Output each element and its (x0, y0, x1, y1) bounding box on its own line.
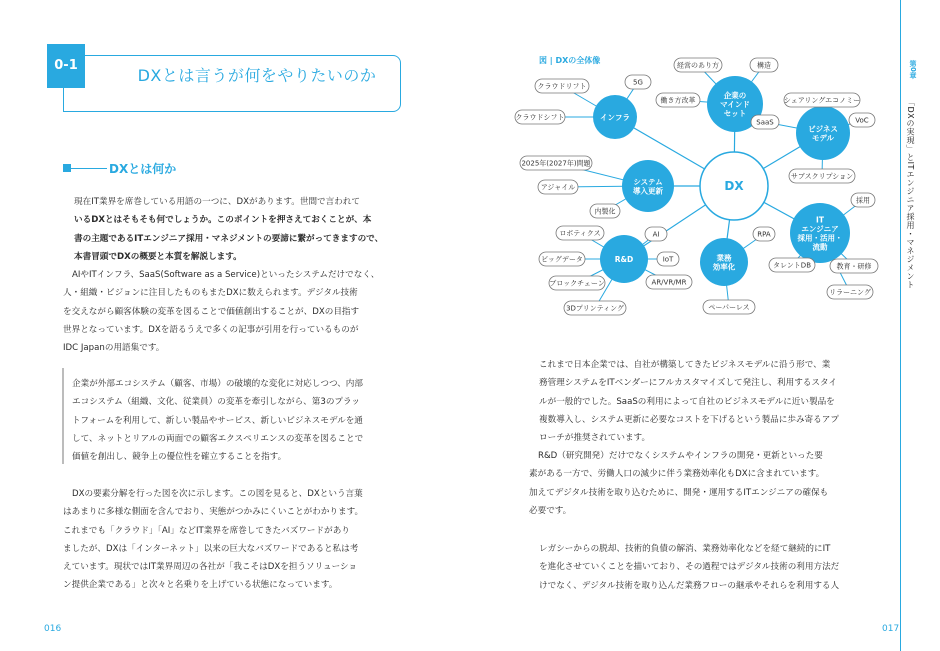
hub-label: 業務 (716, 253, 732, 263)
text-line: ルが一般的でした。SaaSの利用によって自社のビジネスモデルに近い製品を (539, 396, 835, 407)
tag-label: シェアリングエコノミー (783, 96, 861, 105)
dx-center-label: DX (724, 179, 744, 193)
tag-label: 2025年(2027年)問題 (521, 159, 591, 168)
hub-label: マインド (720, 100, 750, 109)
text-line: AIやITインフラ、SaaS(Software as a Service)といったシステムだけでなく、 (72, 270, 380, 280)
text-line: 素がある一方で、労働人口の減少に伴う業務効率化もDXに含まれています。 (529, 469, 825, 480)
hub-label: セット (723, 109, 747, 118)
text-line: DXの要素分解を行った図を次に示します。この図を見ると、DXという言葉 (72, 489, 363, 499)
tag-label: クラウドシフト (515, 113, 565, 122)
paragraph-buzzword (63, 485, 363, 595)
chapter-rail-line (900, 0, 901, 651)
text-line: えています。現状ではIT業界周辺の各社が「我こそはDXを担うソリューショ (63, 562, 357, 573)
hub-label: エンジニア (801, 224, 839, 234)
idc-quote (72, 375, 363, 466)
text-line: 複数導入し、システム更新に必要なコストを下げるという製品に歩み寄るアプ (539, 414, 839, 425)
tag-label: タレントDB (772, 261, 812, 270)
paragraph-saas (539, 356, 839, 447)
text-line: レガシーからの脱却、技術的負債の解消、業務効率化などを経て継続的にIT (539, 544, 831, 554)
text-line: R&D（研究開発）だけでなくシステムやインフラの開発・更新といった要 (538, 451, 823, 461)
hub-label: システム (633, 177, 663, 187)
tag-label: ブロックチェーン (549, 279, 605, 288)
tag-label: IoT (662, 255, 674, 264)
tag-label: リラーニング (829, 288, 871, 297)
text-line: 加えてデジタル技術を取り込むために、開発・運用するITエンジニアの確保も (529, 487, 829, 498)
chapter-title: 「DXの実現」とITエンジニア採用・マネジメント (906, 98, 915, 289)
right-page (470, 0, 940, 651)
text-line: 本書冒頭でDXの概要と本質を解説します。 (74, 251, 242, 262)
quote-bar (62, 368, 64, 464)
text-line: ン提供企業である」と次々と名乗りを上げている状態になっています。 (63, 580, 338, 591)
text-line: ましたが、DXは「インターネット」以来の巨大なバズワードであると私は考 (63, 543, 359, 554)
text-line: トフォームを利用して、新しい製品やサービス、新しいビジネスモデルを通 (72, 415, 363, 426)
hub-label: R&D (614, 255, 634, 264)
text-line: 現在IT業界を席巻している用語の一つに、DXがあります。世間で言われて (74, 197, 361, 207)
hub-label: ビジネス (808, 124, 838, 134)
tag-label: クラウドリフト (537, 82, 587, 91)
subheading-text: DXとは何か (109, 161, 177, 176)
text-line: これまで日本企業では、自社が構築してきたビジネスモデルに沿う形で、業 (539, 360, 831, 370)
text-line: いるDXとはそもそも何でしょうか。このポイントを押さえておくことが、本 (74, 215, 372, 226)
subheading-rule (71, 168, 107, 169)
section-header (47, 44, 401, 114)
paragraph-legacy (539, 540, 839, 595)
tag-label: ビッグデータ (541, 255, 583, 264)
text-line: エコシステム（組織、文化、従業員）の変革を牽引しながら、第3のプラッ (72, 397, 361, 408)
text-line: を交えながら顧客体験の変革を図ることで価値創出することが、DXの目指す (63, 306, 360, 317)
tag-label: 構造 (757, 61, 771, 70)
paragraph-intro (74, 193, 383, 266)
tag-label: 3Dプリンティング (566, 304, 624, 313)
subheading (63, 160, 176, 176)
tag-label: 経営のあり方 (677, 61, 719, 70)
text-line: ローチが推奨されています。 (539, 433, 651, 444)
tag-label: サブスクリプション (790, 172, 854, 181)
tag-label: VoC (855, 116, 869, 125)
dx-diagram (470, 0, 900, 330)
hub-label: インフラ (600, 113, 630, 122)
tag-label: AR/VR/MR (651, 278, 687, 287)
chapter-label: 第0章 (909, 60, 917, 79)
page-number-right: 017 (882, 624, 900, 634)
text-line: 世界となっています。DXを語るうえで多くの記事が引用を行っているものが (63, 324, 359, 335)
figure-caption: 図 | DXの全体像 (539, 56, 601, 65)
tag-label: SaaS (756, 118, 774, 127)
text-line: 人・組織・ビジョンに注目したものもまたDXに数えられます。デジタル技術 (63, 288, 358, 299)
hub-label: IT (816, 215, 824, 225)
hub-label: 流動 (812, 242, 828, 252)
text-line: 価値を創出し、競争上の優位性を確立することを指す。 (72, 452, 287, 463)
tag-label: 採用 (856, 196, 870, 205)
text-line: これまでも「クラウド」「AI」などIT業界を席巻してきたバズワードがあり (63, 525, 350, 536)
section-title: DXとは言うが何をやりたいのか (137, 66, 377, 85)
text-line: はあまりに多様な側面を含んでおり、実態がつかみにくいことがわかります。 (63, 507, 364, 518)
hub-label: モデル (811, 133, 835, 143)
text-line: けでなく、デジタル技術を取り込んだ業務フローの継承やそれらを利用する人 (539, 580, 840, 591)
subheading-square-icon (63, 164, 71, 172)
text-line: 必要です。 (529, 505, 572, 516)
paragraph-rnd (529, 447, 828, 520)
text-line: 企業が外部エコシステム（顧客、市場）の破壊的な変化に対応しつつ、内部 (72, 379, 363, 389)
tag-label: RPA (757, 230, 771, 239)
text-line: IDC Japanの用語集です。 (63, 343, 165, 354)
tag-label: 内製化 (594, 207, 616, 216)
text-line: 務管理システムをITベンダーにフルカスタマイズして発注し、利用するスタイ (539, 378, 837, 389)
tag-label: ペーパーレス (708, 303, 750, 312)
tag-label: 働き方改革 (660, 96, 696, 105)
hub-label: 採用・活用・ (797, 233, 843, 243)
tag-label: 5G (633, 78, 643, 87)
tag-label: AI (652, 230, 660, 239)
section-number: 0-1 (47, 44, 85, 88)
tag-label: 教育・研修 (836, 262, 872, 271)
hub-label: 効率化 (712, 262, 736, 272)
text-line: 書の主題であるITエンジニア採用・マネジメントの要諦に繋がってきますので、 (74, 233, 384, 244)
hub-label: 導入更新 (633, 186, 663, 196)
tag-label: アジャイル (540, 183, 576, 192)
text-line: して、ネットとリアルの両面での顧客エクスペリエンスの変革を図ることで (72, 433, 364, 444)
page-number-left: 016 (44, 624, 62, 634)
paragraph-scope (63, 266, 379, 357)
text-line: を進化させていくことを描いており、その過程ではデジタル技術の利用方法だ (539, 562, 840, 573)
hub-label: 企業の (723, 91, 747, 100)
tag-label: ロボティクス (559, 229, 601, 238)
